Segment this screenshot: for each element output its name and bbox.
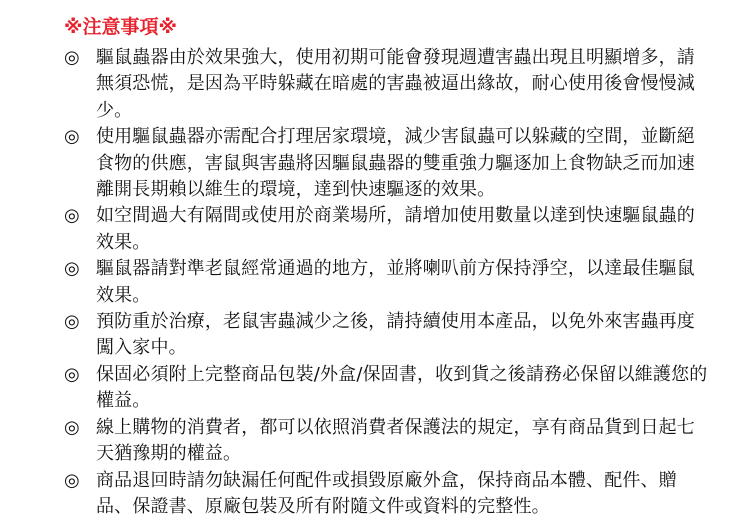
notice-item-text: 商品退回時請勿缺漏任何配件或損毀原廠外盒，保持商品本體、配件、贈品、保證書、原廠包裝及所有附隨文件或資料的完整性。: [96, 468, 710, 520]
notice-item-text: 驅鼠器請對準老鼠經常通過的地方，並將喇叭前方保持淨空，以達最佳驅鼠效果。: [96, 256, 710, 309]
notice-item-text: 預防重於治療，老鼠害蟲減少之後，請持續使用本產品，以免外來害蟲再度闖入家中。: [96, 309, 710, 362]
double-circle-bullet-icon: ◎: [64, 415, 80, 441]
double-circle-bullet-icon: ◎: [64, 45, 80, 71]
notice-item-text: 線上購物的消費者，都可以依照消費者保護法的規定，享有商品貨到日起七天猶豫期的權益。: [96, 415, 710, 468]
list-item: [64, 468, 710, 520]
list-item: [64, 256, 710, 309]
notice-item-text: 使用驅鼠蟲器亦需配合打理居家環境，減少害鼠蟲可以躲藏的空間，並斷絕食物的供應，害鼠與害蟲將因驅鼠蟲器的雙重強力驅逐加上食物缺乏而加速離開長期賴以維生的環境，達到快速驅逐的效果。: [96, 124, 710, 203]
notice-title: ※注意事項※: [64, 12, 710, 42]
notice-item-text: 如空間過大有隔間或使用於商業場所，請增加使用數量以達到快速驅鼠蟲的效果。: [96, 203, 710, 256]
double-circle-bullet-icon: ◎: [64, 203, 80, 229]
double-circle-bullet-icon: ◎: [64, 362, 80, 388]
double-circle-bullet-icon: ◎: [64, 309, 80, 335]
list-item: [64, 362, 710, 415]
double-circle-bullet-icon: ◎: [64, 124, 80, 150]
notice-item-text: 保固必須附上完整商品包裝/外盒/保固書，收到貨之後請務必保留以維護您的權益。: [96, 362, 710, 415]
notice-item-text: 驅鼠蟲器由於效果強大，使用初期可能會發現週遭害蟲出現且明顯增多，請無須恐慌，是因為平時躲藏在暗處的害蟲被逼出緣故，耐心使用後會慢慢減少。: [96, 45, 710, 124]
double-circle-bullet-icon: ◎: [64, 468, 80, 494]
list-item: [64, 415, 710, 468]
double-circle-bullet-icon: ◎: [64, 256, 80, 282]
list-item: [64, 45, 710, 124]
list-item: [64, 203, 710, 256]
list-item: [64, 124, 710, 203]
list-item: [64, 309, 710, 362]
notice-list: [64, 45, 710, 520]
